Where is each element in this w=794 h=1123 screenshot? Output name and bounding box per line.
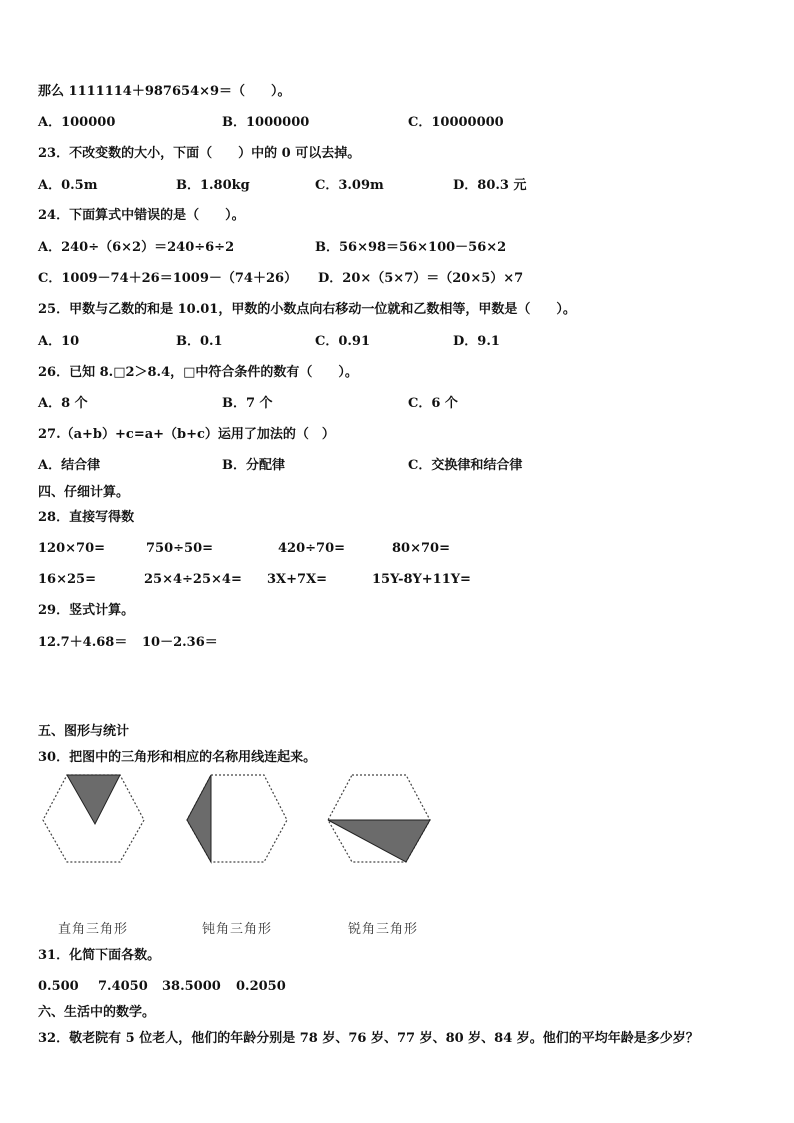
q32-text: 32．敬老院有 5 位老人，他们的年龄分别是 78 岁、76 岁、77 岁、80 岁、84 岁。他们的平均年龄是多少岁？ <box>38 1031 699 1046</box>
q25-text: 25．甲数与乙数的和是 10.01，甲数的小数点向右移动一位就和乙数相等，甲数是（ ）。 <box>38 302 576 317</box>
q27-option-a: A．结合律 <box>38 458 101 473</box>
q31-item: 38.5000 <box>162 979 221 994</box>
section-6-heading: 六、生活中的数学。 <box>38 1005 156 1020</box>
q30-text: 30．把图中的三角形和相应的名称用线连起来。 <box>38 750 317 765</box>
q25-option-c: C．0.91 <box>315 334 371 349</box>
q26-option-a: A．8 个 <box>38 396 88 411</box>
q25-option-b: B．0.1 <box>176 334 223 349</box>
q26-option-b: B．7 个 <box>222 396 273 411</box>
q25-option-d: D．9.1 <box>453 334 500 349</box>
caption-acute-triangle: 锐角三角形 <box>348 922 419 937</box>
q27-text: 27.（a+b）+c=a+（b+c）运用了加法的（ ） <box>38 427 335 442</box>
q26-option-c: C．6 个 <box>408 396 458 411</box>
q28-item: 16×25= <box>38 572 96 587</box>
caption-right-triangle: 直角三角形 <box>58 922 129 937</box>
q24-option-d: D．20×（5×7）＝（20×5）×7 <box>318 271 524 286</box>
hexagon-right-triangle-figure <box>40 772 148 866</box>
q27-option-c: C．交换律和结合律 <box>408 458 523 473</box>
q28-item: 750÷50= <box>146 541 214 556</box>
q28-text: 28．直接写得数 <box>38 510 135 525</box>
caption-obtuse-triangle: 钝角三角形 <box>202 922 273 937</box>
q24-option-c: C．1009－74＋26＝1009－（74＋26） <box>38 271 298 286</box>
q22-option-c: C．10000000 <box>408 115 504 130</box>
q29-text: 29．竖式计算。 <box>38 603 135 618</box>
q31-item: 7.4050 <box>98 979 148 994</box>
q31-item: 0.2050 <box>236 979 286 994</box>
hexagon-acute-triangle-figure <box>324 772 434 866</box>
q22-option-b: B．1000000 <box>222 115 310 130</box>
q28-item: 80×70= <box>392 541 450 556</box>
hexagon-obtuse-triangle-figure <box>184 772 290 866</box>
q24-text: 24．下面算式中错误的是（ ）。 <box>38 208 245 223</box>
q24-option-b: B．56×98＝56×100－56×2 <box>315 240 507 255</box>
q29-item: 12.7＋4.68＝ <box>38 635 128 650</box>
q23-option-a: A．0.5m <box>38 178 98 193</box>
q28-item: 3X+7X= <box>267 572 328 587</box>
q26-text: 26．已知 8.□2＞8.4，□中符合条件的数有（ ）。 <box>38 365 358 380</box>
q28-item: 120×70= <box>38 541 106 556</box>
q28-item: 420÷70= <box>278 541 346 556</box>
q25-option-a: A．10 <box>38 334 80 349</box>
q27-option-b: B．分配律 <box>222 458 285 473</box>
q31-item: 0.500 <box>38 979 79 994</box>
q23-text: 23．不改变数的大小，下面（ ）中的 0 可以去掉。 <box>38 146 361 161</box>
q22-text: 那么 1111114＋987654×9＝（ ）。 <box>38 84 291 99</box>
q24-option-a: A．240÷（6×2）＝240÷6÷2 <box>38 240 235 255</box>
q23-option-b: B．1.80kg <box>176 178 250 193</box>
section-5-heading: 五、图形与统计 <box>38 724 130 739</box>
q28-item: 25×4÷25×4= <box>144 572 242 587</box>
q22-option-a: A．100000 <box>38 115 116 130</box>
section-4-heading: 四、仔细计算。 <box>38 485 130 500</box>
q28-item: 15Y-8Y+11Y= <box>372 572 471 587</box>
q29-item: 10－2.36＝ <box>142 635 218 650</box>
q31-text: 31．化简下面各数。 <box>38 948 161 963</box>
q23-option-c: C．3.09m <box>315 178 384 193</box>
q23-option-d: D．80.3 元 <box>453 178 527 193</box>
